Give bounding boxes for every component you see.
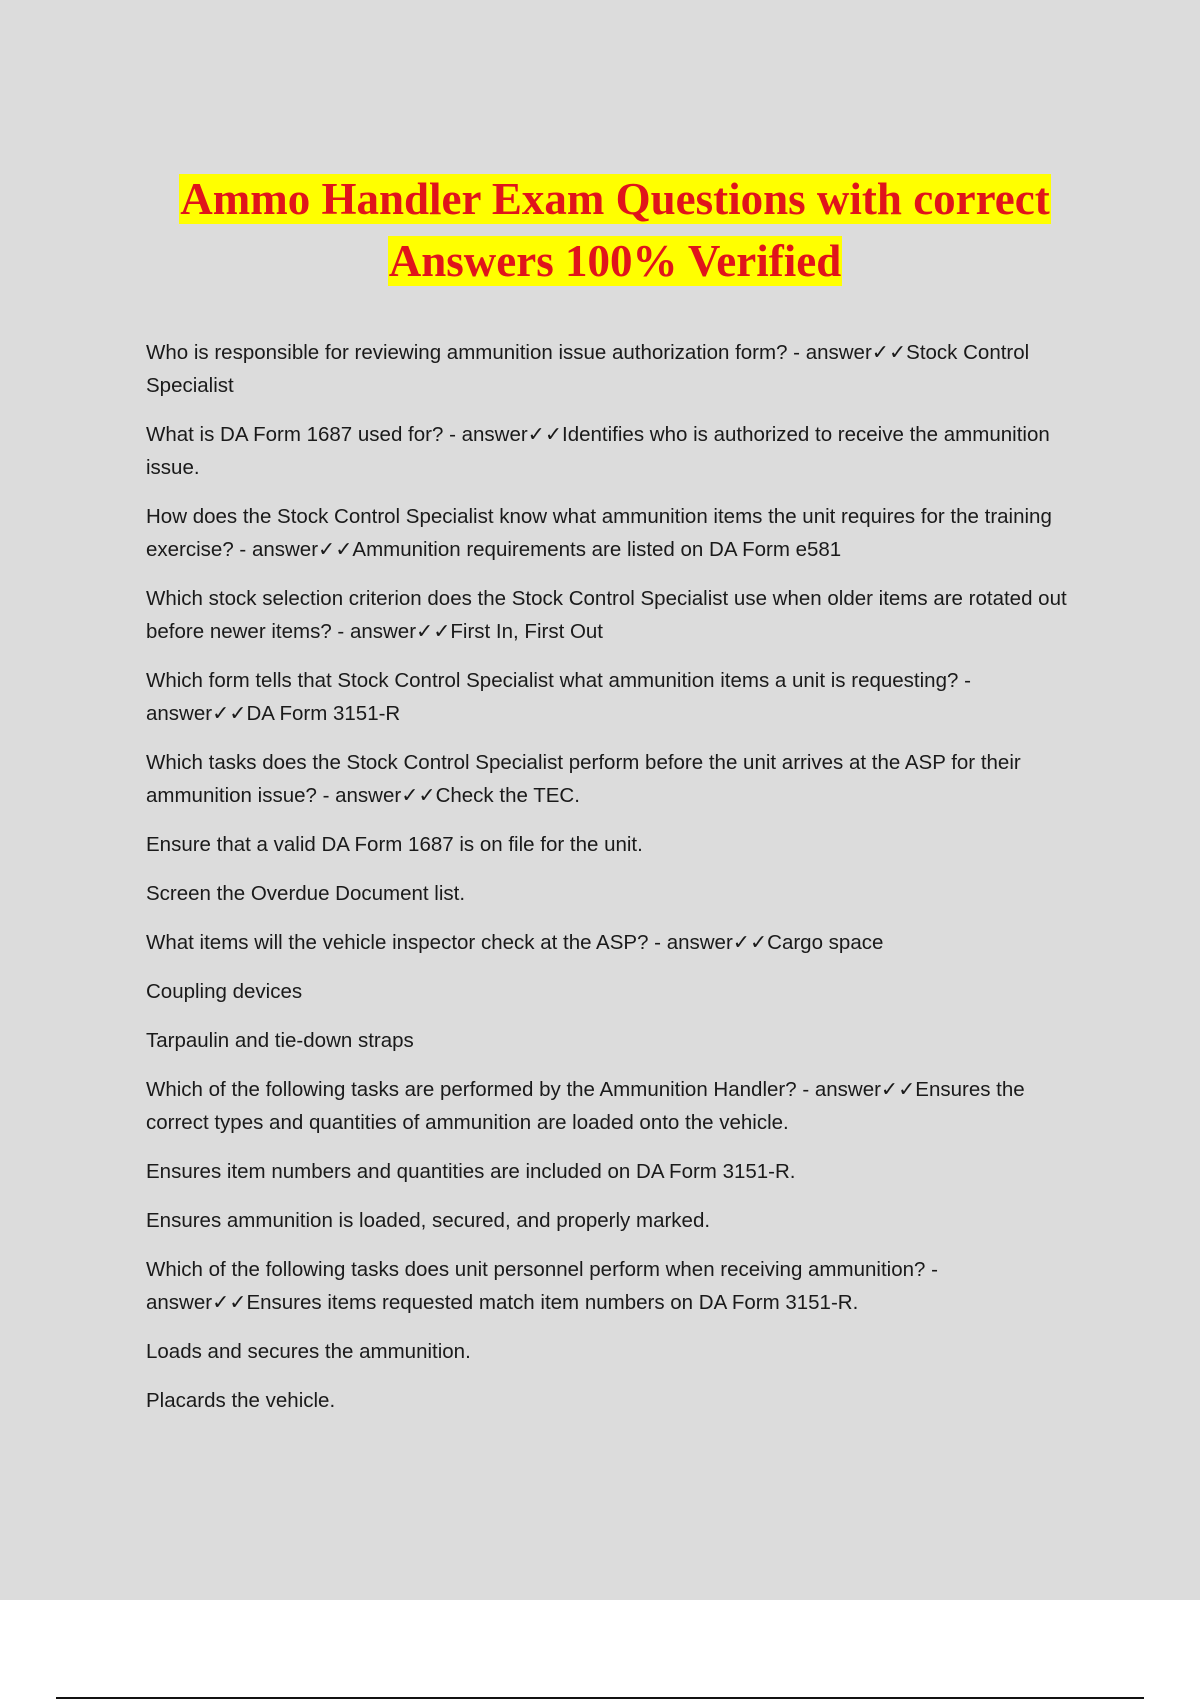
qa-paragraph: Which of the following tasks does unit personnel perform when receiving ammunition? - answer✓✓Ensures items requested match item numbers on DA Form 3151-R. xyxy=(146,1258,938,1314)
qa-paragraph: Screen the Overdue Document list. xyxy=(146,882,466,905)
qa-paragraph: Loads and secures the ammunition. xyxy=(146,1340,471,1363)
document-title xyxy=(100,168,1130,292)
qa-paragraph: How does the Stock Control Specialist know what ammunition items the unit requires for the training exercise? - answer✓✓Ammunition requirements are listed on DA Form e581 xyxy=(146,505,1052,561)
qa-paragraph: Ensure that a valid DA Form 1687 is on file for the unit. xyxy=(146,833,643,856)
qa-paragraph: Tarpaulin and tie-down straps xyxy=(146,1029,414,1052)
qa-paragraph: Ensures item numbers and quantities are included on DA Form 3151-R. xyxy=(146,1160,796,1183)
qa-paragraph: Who is responsible for reviewing ammunition issue authorization form? - answer✓✓Stock Control Specialist xyxy=(146,341,1030,397)
qa-paragraph: Which stock selection criterion does the Stock Control Specialist use when older items are rotated out before newer items? - answer✓✓First In, First Out xyxy=(146,587,1067,643)
qa-paragraph: What items will the vehicle inspector check at the ASP? - answer✓✓Cargo space xyxy=(146,931,884,954)
footer-divider xyxy=(56,1697,1144,1699)
qa-paragraph: Ensures ammunition is loaded, secured, and properly marked. xyxy=(146,1209,711,1232)
title-line-2: Answers 100% Verified xyxy=(388,236,842,286)
title-line-1: Ammo Handler Exam Questions with correct xyxy=(180,174,1050,224)
qa-paragraph: What is DA Form 1687 used for? - answer✓✓Identifies who is authorized to receive the ammunition issue. xyxy=(146,423,1050,479)
qa-paragraph: Which of the following tasks are performed by the Ammunition Handler? - answer✓✓Ensures the correct types and quantities of ammunition are loaded onto the vehicle. xyxy=(146,1078,1025,1134)
qa-paragraph: Which tasks does the Stock Control Specialist perform before the unit arrives at the ASP for their ammunition issue? - answer✓✓Check the TEC. xyxy=(146,751,1021,807)
qa-paragraph: Coupling devices xyxy=(146,980,303,1003)
qa-content xyxy=(146,336,1086,1433)
qa-paragraph: Which form tells that Stock Control Specialist what ammunition items a unit is requesting? - answer✓✓DA Form 3151-R xyxy=(146,669,971,725)
qa-paragraph: Placards the vehicle. xyxy=(146,1389,336,1412)
